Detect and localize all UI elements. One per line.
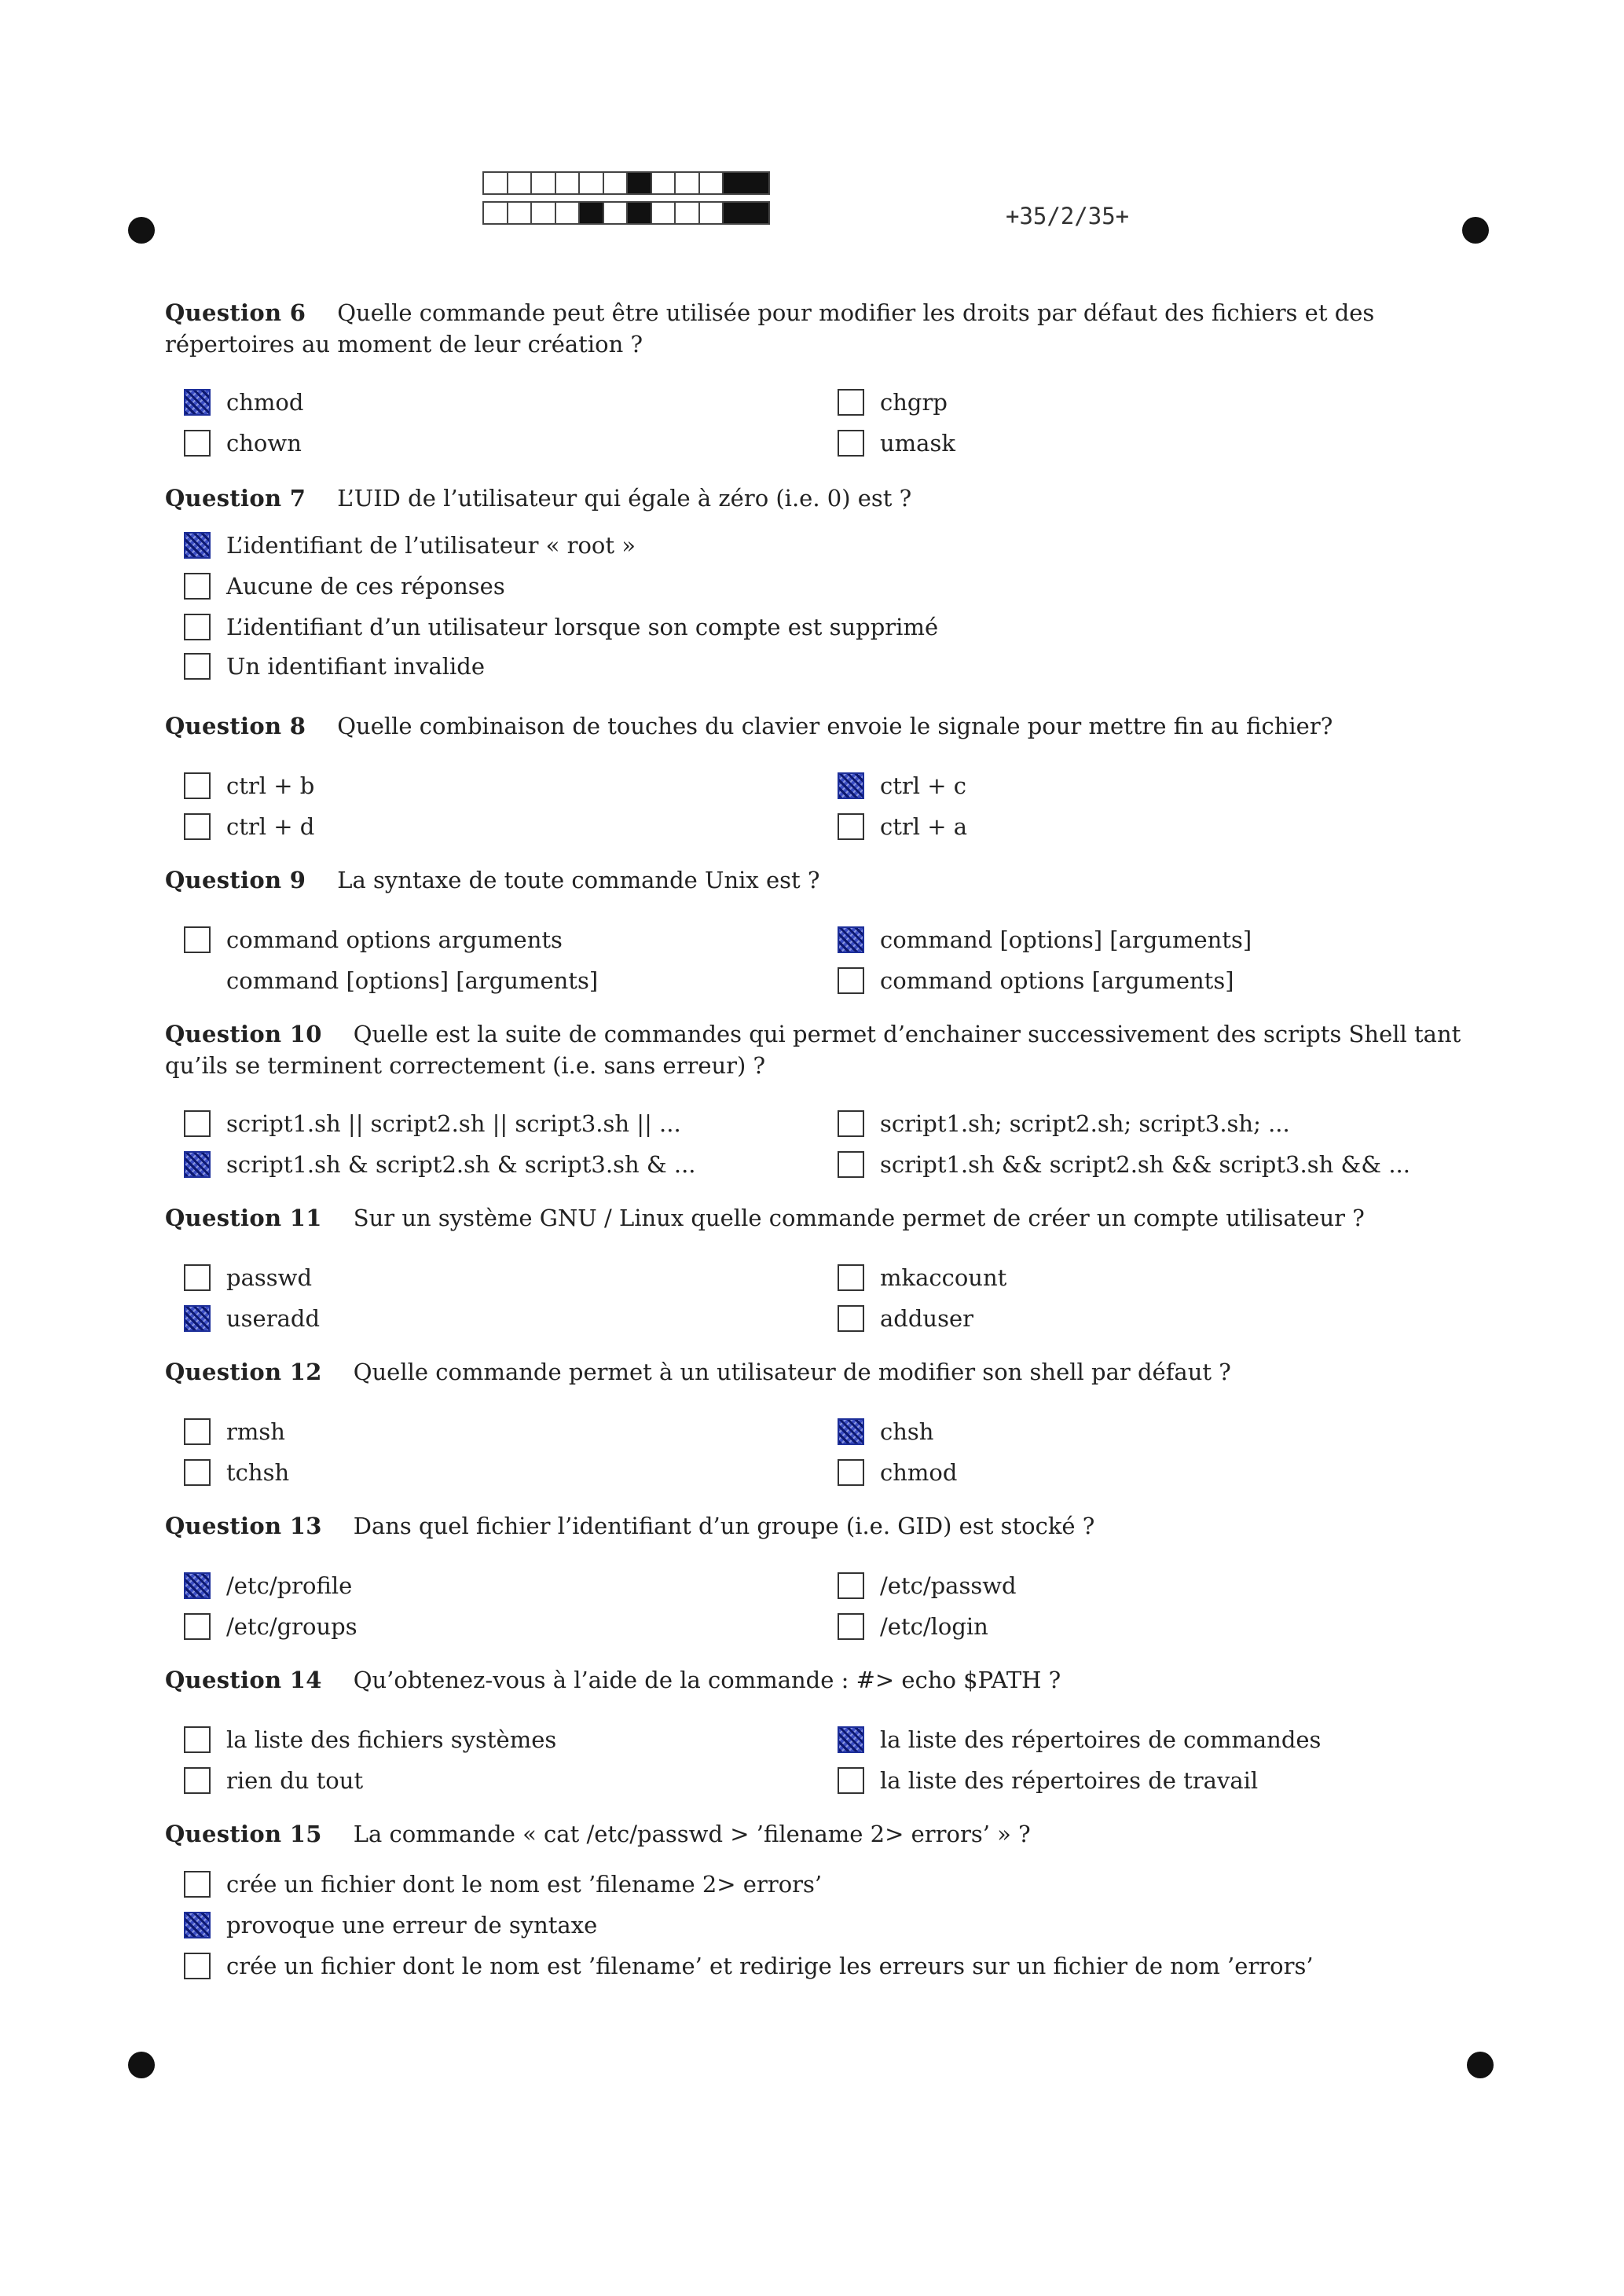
answer-checkbox[interactable] xyxy=(838,1572,864,1599)
answer-label: script1.sh && script2.sh && script3.sh && ... xyxy=(880,1151,1410,1178)
answer-option[interactable] xyxy=(838,1765,1258,1796)
question-14 xyxy=(165,1664,1461,1696)
answer-checkbox[interactable] xyxy=(838,1459,864,1486)
answer-checkbox[interactable] xyxy=(838,1110,864,1137)
question-text: L’UID de l’utilisateur qui égale à zéro (i.e. 0) est ? xyxy=(337,485,912,512)
answer-checkbox[interactable] xyxy=(184,430,211,457)
answer-option[interactable] xyxy=(838,1724,1321,1755)
answer-label: L’identifiant de l’utilisateur « root » xyxy=(226,532,636,559)
question-label: Question 9 xyxy=(165,867,306,893)
answer-label: command [options] [arguments] xyxy=(880,926,1252,953)
answer-option[interactable] xyxy=(184,1611,357,1642)
answer-option[interactable] xyxy=(838,811,967,842)
answer-label: Un identifiant invalide xyxy=(226,653,486,680)
registration-mark-bottom-left xyxy=(128,2052,155,2078)
answer-label: Aucune de ces réponses xyxy=(226,573,505,600)
answer-label: chgrp xyxy=(880,389,948,416)
question-label: Question 12 xyxy=(165,1359,322,1385)
question-6 xyxy=(165,297,1461,360)
answer-option[interactable] xyxy=(838,1108,1290,1139)
answer-label: command options [arguments] xyxy=(880,967,1234,994)
question-label: Question 10 xyxy=(165,1021,322,1047)
answer-option[interactable] xyxy=(184,611,938,643)
answer-label: /etc/profile xyxy=(226,1572,353,1599)
answer-label: ctrl + c xyxy=(880,772,967,799)
answer-option[interactable] xyxy=(184,1108,681,1139)
answer-checkbox[interactable] xyxy=(184,926,211,953)
question-9 xyxy=(165,864,1461,896)
question-text: Dans quel fichier l’identifiant d’un groupe (i.e. GID) est stocké ? xyxy=(353,1513,1095,1539)
question-label: Question 13 xyxy=(165,1513,322,1539)
answer-checkbox[interactable] xyxy=(184,1572,211,1599)
answer-option[interactable] xyxy=(184,1909,597,1941)
answer-label: adduser xyxy=(880,1305,974,1332)
answer-checkbox[interactable] xyxy=(838,1264,864,1291)
barcode-row-2 xyxy=(482,201,770,225)
answer-option[interactable] xyxy=(838,965,1234,996)
answer-label: useradd xyxy=(226,1305,321,1332)
answer-checkbox[interactable] xyxy=(838,1726,864,1753)
answer-label: command [options] [arguments] xyxy=(226,967,599,994)
answer-label: /etc/login xyxy=(880,1613,988,1640)
answer-checkbox[interactable] xyxy=(184,389,211,416)
answer-label: crée un fichier dont le nom est ’filename’ et redirige les erreurs sur un fichier de nom ’errors’ xyxy=(226,1953,1314,1979)
answer-checkbox[interactable] xyxy=(184,1110,211,1137)
answer-label: command options arguments xyxy=(226,926,563,953)
answer-option[interactable] xyxy=(184,770,314,801)
answer-checkbox[interactable] xyxy=(184,1726,211,1753)
answer-label: chsh xyxy=(880,1418,934,1445)
answer-label: rien du tout xyxy=(226,1767,364,1794)
answer-option[interactable] xyxy=(184,1570,352,1601)
answer-option[interactable] xyxy=(184,387,303,418)
answer-checkbox[interactable] xyxy=(184,614,211,640)
answer-checkbox[interactable] xyxy=(184,573,211,600)
answer-checkbox[interactable] xyxy=(184,1613,211,1640)
answer-label: script1.sh || script2.sh || script3.sh || ... xyxy=(226,1110,681,1137)
answer-label: script1.sh & script2.sh & script3.sh & ... xyxy=(226,1151,696,1178)
answer-option[interactable] xyxy=(184,651,485,682)
question-text: Sur un système GNU / Linux quelle commande permet de créer un compte utilisateur ? xyxy=(353,1205,1365,1231)
answer-label: ctrl + d xyxy=(226,813,315,840)
question-11 xyxy=(165,1202,1461,1234)
answer-label: la liste des répertoires de commandes xyxy=(880,1726,1322,1753)
answer-option[interactable] xyxy=(184,1724,556,1755)
question-label: Question 8 xyxy=(165,713,306,739)
answer-checkbox[interactable] xyxy=(838,1418,864,1445)
question-15 xyxy=(165,1818,1461,1850)
question-label: Question 11 xyxy=(165,1205,322,1231)
answer-option[interactable] xyxy=(184,1262,312,1293)
answer-checkbox[interactable] xyxy=(184,967,211,994)
answer-option[interactable] xyxy=(838,770,966,801)
answer-option[interactable] xyxy=(184,965,598,996)
answer-label: /etc/groups xyxy=(226,1613,357,1640)
answer-label: chown xyxy=(226,430,302,457)
answer-label: script1.sh; script2.sh; script3.sh; ... xyxy=(880,1110,1290,1137)
answer-checkbox[interactable] xyxy=(184,1264,211,1291)
answer-label: L’identifiant d’un utilisateur lorsque son compte est supprimé xyxy=(226,614,939,640)
answer-label: ctrl + a xyxy=(880,813,968,840)
answer-checkbox[interactable] xyxy=(184,1953,211,1979)
answer-checkbox[interactable] xyxy=(184,772,211,799)
answer-label: crée un fichier dont le nom est ’filename 2> errors’ xyxy=(226,1871,823,1898)
answer-option[interactable] xyxy=(838,387,948,418)
answer-option[interactable] xyxy=(184,570,505,602)
answer-option[interactable] xyxy=(838,1457,957,1488)
question-10 xyxy=(165,1018,1461,1081)
question-text: Qu’obtenez-vous à l’aide de la commande : #> echo $PATH ? xyxy=(353,1667,1061,1693)
answer-label: /etc/passwd xyxy=(880,1572,1017,1599)
answer-checkbox[interactable] xyxy=(838,813,864,840)
question-text: Quelle combinaison de touches du clavier envoie le signale pour mettre fin au fichier? xyxy=(337,713,1333,739)
answer-option[interactable] xyxy=(184,1457,289,1488)
question-label: Question 6 xyxy=(165,299,306,326)
question-7 xyxy=(165,482,1461,514)
answer-option[interactable] xyxy=(184,924,563,955)
registration-mark-top-right xyxy=(1462,217,1489,244)
answer-label: rmsh xyxy=(226,1418,285,1445)
answer-option[interactable] xyxy=(838,924,1252,955)
answer-option[interactable] xyxy=(838,1303,973,1334)
answer-checkbox[interactable] xyxy=(184,1871,211,1898)
answer-option[interactable] xyxy=(184,427,302,459)
question-label: Question 7 xyxy=(165,485,306,512)
question-text: Quelle commande peut être utilisée pour modifier les droits par défaut des fichiers et des répertoires au moment de leur création ? xyxy=(165,299,1375,358)
answer-option[interactable] xyxy=(838,427,955,459)
answer-option[interactable] xyxy=(184,1765,363,1796)
question-13 xyxy=(165,1510,1461,1542)
registration-mark-top-left xyxy=(128,217,155,244)
answer-checkbox[interactable] xyxy=(838,1767,864,1794)
answer-option[interactable] xyxy=(184,1950,1314,1982)
answer-label: la liste des répertoires de travail xyxy=(880,1767,1259,1794)
answer-checkbox[interactable] xyxy=(838,926,864,953)
answer-label: ctrl + b xyxy=(226,772,315,799)
answer-checkbox[interactable] xyxy=(184,1459,211,1486)
answer-label: provoque une erreur de syntaxe xyxy=(226,1912,598,1938)
answer-checkbox[interactable] xyxy=(184,813,211,840)
answer-checkbox[interactable] xyxy=(184,1151,211,1178)
answer-option[interactable] xyxy=(184,1416,285,1447)
answer-option[interactable] xyxy=(838,1149,1410,1180)
answer-checkbox[interactable] xyxy=(838,967,864,994)
question-label: Question 15 xyxy=(165,1821,322,1847)
answer-option[interactable] xyxy=(838,1570,1017,1601)
answer-checkbox[interactable] xyxy=(838,430,864,457)
answer-checkbox[interactable] xyxy=(838,1151,864,1178)
answer-option[interactable] xyxy=(838,1416,933,1447)
answer-checkbox[interactable] xyxy=(184,1767,211,1794)
answer-checkbox[interactable] xyxy=(838,772,864,799)
question-label: Question 14 xyxy=(165,1667,322,1693)
question-8 xyxy=(165,710,1461,742)
registration-mark-bottom-right xyxy=(1467,2052,1494,2078)
answer-option[interactable] xyxy=(184,811,314,842)
answer-checkbox[interactable] xyxy=(184,532,211,559)
answer-label: mkaccount xyxy=(880,1264,1007,1291)
answer-checkbox[interactable] xyxy=(184,1305,211,1332)
answer-checkbox[interactable] xyxy=(838,389,864,416)
answer-label: passwd xyxy=(226,1264,313,1291)
question-text: La syntaxe de toute commande Unix est ? xyxy=(337,867,820,893)
answer-option[interactable] xyxy=(184,1303,320,1334)
question-12 xyxy=(165,1356,1461,1388)
question-text: Quelle est la suite de commandes qui permet d’enchainer successivement des scripts Shell tant qu’ils se terminent correctement (i.e. sans erreur) ? xyxy=(165,1021,1461,1079)
answer-checkbox[interactable] xyxy=(184,653,211,680)
answer-checkbox[interactable] xyxy=(184,1418,211,1445)
question-text: Quelle commande permet à un utilisateur de modifier son shell par défaut ? xyxy=(353,1359,1231,1385)
question-text: La commande « cat /etc/passwd > ’filename 2> errors’ » ? xyxy=(353,1821,1031,1847)
answer-option[interactable] xyxy=(838,1611,988,1642)
answer-option[interactable] xyxy=(184,530,636,561)
answer-option[interactable] xyxy=(838,1262,1006,1293)
answer-checkbox[interactable] xyxy=(838,1305,864,1332)
answer-checkbox[interactable] xyxy=(838,1613,864,1640)
page-identifier: +35/2/35+ xyxy=(1006,203,1130,229)
answer-checkbox[interactable] xyxy=(184,1912,211,1938)
barcode-row-1 xyxy=(482,171,770,195)
answer-label: umask xyxy=(880,430,955,457)
answer-option[interactable] xyxy=(184,1869,822,1900)
answer-option[interactable] xyxy=(184,1149,696,1180)
answer-label: chmod xyxy=(226,389,304,416)
answer-label: tchsh xyxy=(226,1459,290,1486)
answer-label: la liste des fichiers systèmes xyxy=(226,1726,557,1753)
answer-label: chmod xyxy=(880,1459,958,1486)
